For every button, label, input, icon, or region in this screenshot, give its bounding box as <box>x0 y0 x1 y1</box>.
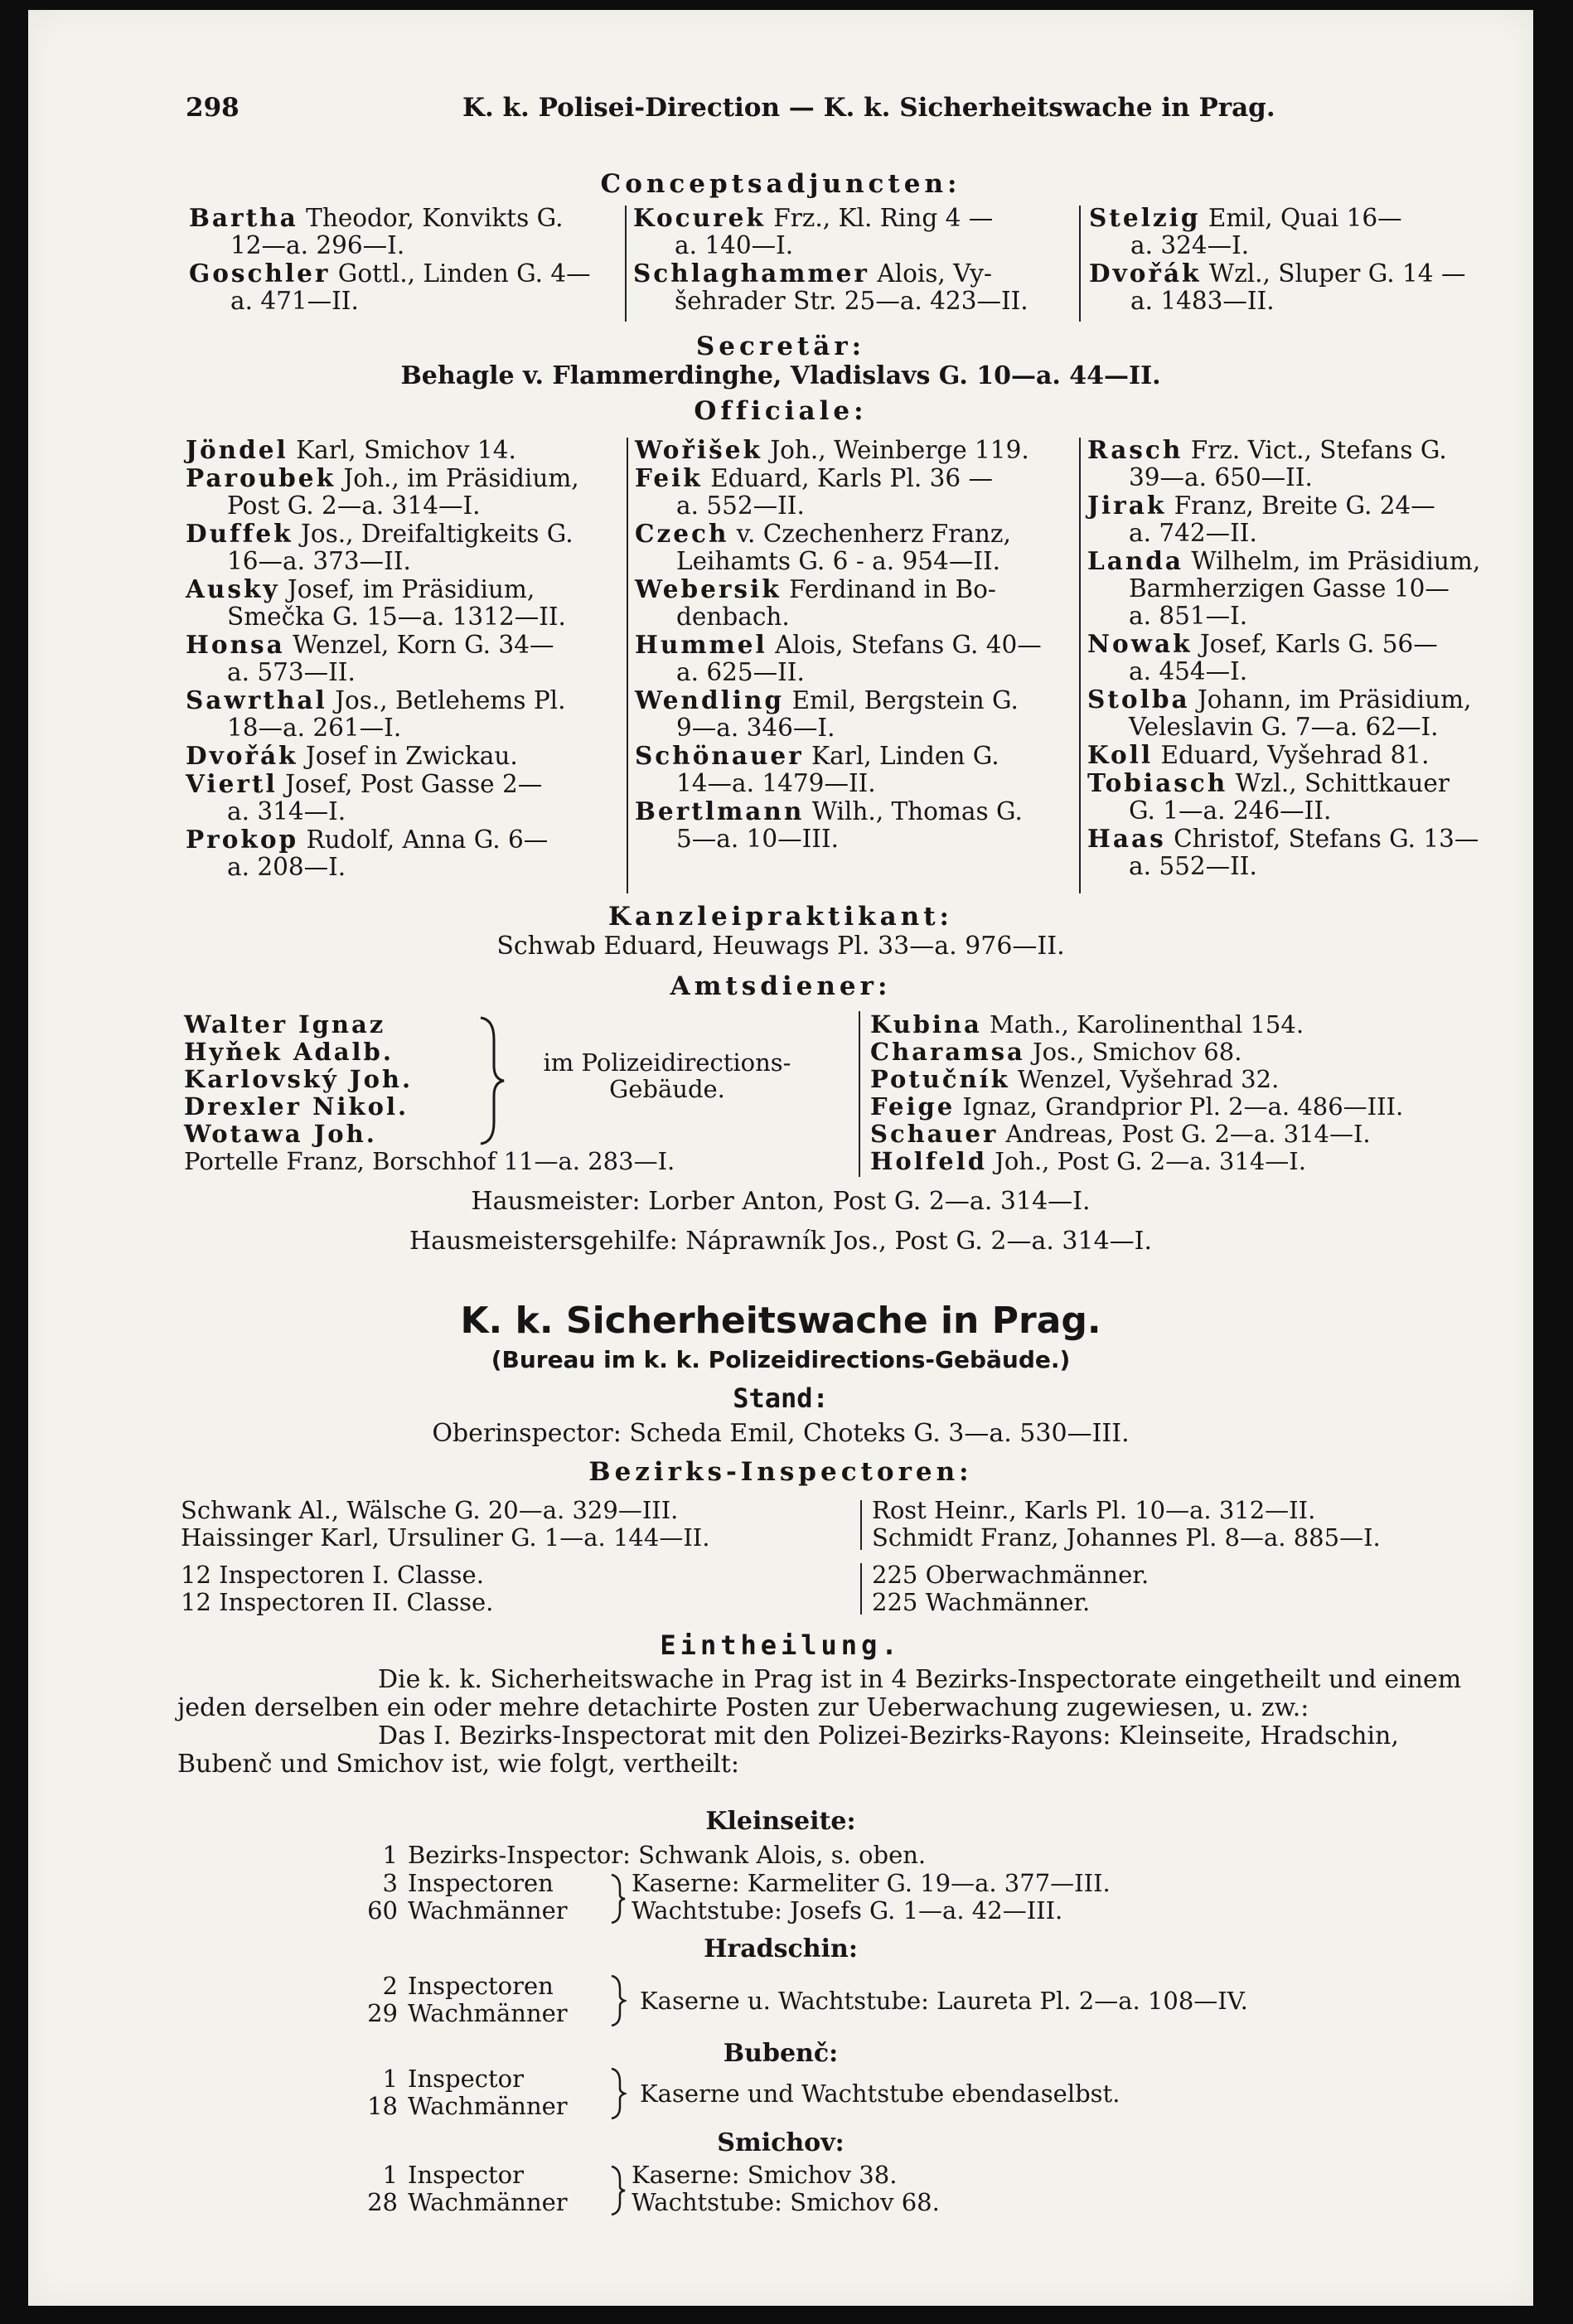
directory-entry <box>1089 259 1537 315</box>
entry-rest: Joh., Post G. 2—a. 314—I. <box>986 1147 1306 1175</box>
directory-entry <box>186 464 633 520</box>
surname: Dvořák <box>186 741 298 770</box>
directory-entry <box>189 259 653 315</box>
entry-rest: Franz, Breite G. 24— <box>1166 491 1435 520</box>
entry-continuation: a. 851—I. <box>1129 602 1248 630</box>
amtsdiener-name: Wotawa Joh. <box>184 1120 377 1148</box>
entry-continuation: denbach. <box>676 603 790 631</box>
directory-entry <box>1087 769 1535 825</box>
entry-continuation: Barmherzigen Gasse 10— <box>1129 574 1450 603</box>
surname: Charamsa <box>870 1038 1025 1066</box>
surname: Feige <box>870 1092 956 1121</box>
column-rule <box>860 1563 862 1615</box>
eintheilung-paragraph <box>177 1666 1537 1779</box>
staff-label: Wachmänner <box>408 2188 568 2216</box>
running-title: K. k. Polisei-Direction — K. k. Sicherheitswache in Prag. <box>462 93 1275 123</box>
entry-continuation: Leihamts G. 6 - a. 954—II. <box>676 547 1001 575</box>
bezirks-inspector: Haissinger Karl, Ursuliner G. 1—a. 144—II. <box>181 1523 710 1552</box>
surname: Rasch <box>1087 435 1183 464</box>
amtsdiener-name: Karlovský Joh. <box>184 1065 414 1093</box>
column-rule <box>1079 206 1081 322</box>
staff-count: 12 Inspectoren II. Classe. <box>181 1588 494 1616</box>
surname: Schauer <box>870 1120 999 1148</box>
entry-rest: Frz. Vict., Stefans G. <box>1183 436 1447 464</box>
entry-line <box>1087 630 1535 658</box>
surname: Haas <box>1087 824 1166 853</box>
entry-continuation: 12—a. 296—I. <box>230 231 405 259</box>
entry-rest: Rudolf, Anna G. 6— <box>298 826 549 854</box>
directory-entry <box>1087 491 1535 547</box>
staff-count: 225 Oberwachmänner. <box>872 1561 1150 1589</box>
directory-entry <box>635 631 1082 686</box>
entry-continuation: 16—a. 373—II. <box>227 547 411 575</box>
surname: Potučník <box>870 1065 1010 1093</box>
column-rule <box>859 1011 860 1177</box>
surname: Wendling <box>635 685 785 714</box>
bezirks-inspector-line: Bezirks-Inspector: Schwank Alois, s. oben. <box>408 1841 927 1869</box>
entry-line <box>870 1093 1403 1121</box>
smichov-locations <box>632 2162 940 2216</box>
smichov-staff <box>343 2162 568 2216</box>
entry-line <box>1087 741 1535 769</box>
staff-label: Inspectoren <box>408 1972 554 2000</box>
directory-entry <box>1087 436 1535 491</box>
directory-entry <box>186 631 633 686</box>
kleinseite-locations <box>632 1870 1111 1925</box>
entry-rest: Math., Karolinenthal 154. <box>981 1010 1304 1039</box>
hausmeistersgehilfe: Hausmeistersgehilfe: Náprawník Jos., Post G. 2—a. 314—I. <box>409 1227 1153 1256</box>
directory-entry <box>633 204 1081 259</box>
entry-rest: Wilhelm, im Präsidium, <box>1183 547 1481 575</box>
surname: Goschler <box>189 259 331 288</box>
surname: Dvořák <box>1089 259 1202 288</box>
directory-entry <box>635 575 1082 631</box>
directory-entry <box>186 826 633 881</box>
bezirks-inspector: Rost Heinr., Karls Pl. 10—a. 312—II. <box>872 1496 1316 1524</box>
count: 1 <box>382 2065 398 2093</box>
entry-rest: Jos., Dreifaltigkeits G. <box>293 520 574 548</box>
entry-line <box>189 204 653 232</box>
entry-continuation: 14—a. 1479—II. <box>676 769 876 797</box>
directory-entry <box>1087 547 1535 630</box>
hradschin-staff <box>343 1973 568 2027</box>
entry-continuation: a. 573—II. <box>227 658 356 686</box>
entry-rest: Emil, Quai 16— <box>1200 204 1402 232</box>
entry-line <box>870 1039 1403 1066</box>
surname: Hummel <box>635 630 767 659</box>
directory-entry <box>635 464 1082 520</box>
directory-entry <box>870 1011 1403 1039</box>
entry-line <box>186 631 633 659</box>
conceptsadjuncten-col-3 <box>1089 204 1537 315</box>
directory-entry <box>870 1066 1403 1093</box>
location: Wachtstube: Smichov 68. <box>632 2188 940 2216</box>
directory-entry <box>1089 204 1537 259</box>
surname: Duffek <box>186 519 293 548</box>
staff-right <box>872 1561 1149 1616</box>
surname: Kocurek <box>633 203 766 232</box>
brace <box>608 2165 627 2216</box>
staff-label: Wachmänner <box>408 2092 568 2120</box>
column-rule <box>1079 438 1081 893</box>
surname: Ausky <box>186 574 280 603</box>
directory-entry <box>186 770 633 826</box>
entry-line <box>870 1011 1403 1039</box>
entry-rest: Johann, im Präsidium, <box>1189 685 1472 714</box>
officiale-col-2 <box>635 436 1082 853</box>
hradschin-location: Kaserne u. Wachtstube: Laureta Pl. 2—a. 108—IV. <box>640 1987 1248 2015</box>
surname: Czech <box>635 519 729 548</box>
surname: Jirak <box>1087 491 1167 520</box>
entry-line <box>1087 825 1535 853</box>
surname: Landa <box>1087 546 1184 575</box>
sicherheitswache-subtitle: (Bureau im k. k. Polizeidirections-Gebäude.) <box>491 1346 1071 1373</box>
entry-line <box>186 742 633 770</box>
brace <box>608 1873 627 1925</box>
entry-line <box>186 686 633 714</box>
surname: Bertlmann <box>635 796 805 826</box>
entry-rest: Josef in Zwickau. <box>298 742 518 770</box>
directory-entry <box>870 1093 1403 1121</box>
entry-line <box>635 464 1082 492</box>
entry-continuation: 18—a. 261—I. <box>227 714 402 742</box>
page-number: 298 <box>186 93 240 123</box>
entry-line <box>1087 436 1535 464</box>
bubenc-heading: Bubenč: <box>723 2039 839 2068</box>
sicherheitswache-title: K. k. Sicherheitswache in Prag. <box>460 1300 1101 1342</box>
surname: Honsa <box>186 630 285 659</box>
surname: Stolba <box>1087 685 1190 714</box>
entry-rest: Joh., im Präsidium, <box>336 464 579 492</box>
directory-entry <box>870 1039 1403 1066</box>
paragraph-line: jeden derselben ein oder mehre detachirte Posten zur Ueberwachung zugewiesen, u. zw.: <box>177 1693 1309 1722</box>
entry-continuation: a. 552—II. <box>1129 852 1257 880</box>
amtsdiener-name: Drexler Nikol. <box>184 1092 409 1121</box>
entry-rest: Jos., Smichov 68. <box>1024 1038 1242 1066</box>
entry-continuation: Veleslavin G. 7—a. 62—I. <box>1129 713 1439 741</box>
directory-entry <box>186 686 633 742</box>
entry-continuation: a. 140—I. <box>675 231 794 259</box>
directory-entry <box>186 575 633 631</box>
entry-continuation: a. 454—I. <box>1129 657 1248 685</box>
entry-rest: Karl, Linden G. <box>803 742 999 770</box>
entry-rest: Ignaz, Grandprior Pl. 2—a. 486—III. <box>955 1092 1404 1121</box>
entry-rest: Josef, im Präsidium, <box>279 575 535 603</box>
stand-heading: Stand: <box>733 1382 829 1414</box>
entry-continuation: 39—a. 650—II. <box>1129 463 1313 491</box>
entry-continuation: a. 1483—II. <box>1130 287 1275 315</box>
bezirks-left <box>181 1497 709 1552</box>
entry-rest: v. Czechenherz Franz, <box>728 520 1011 548</box>
entry-line <box>633 204 1081 232</box>
directory-entry <box>186 520 633 575</box>
staff-label: Wachmänner <box>408 1999 568 2027</box>
entry-rest: Wenzel, Vyšehrad 32. <box>1009 1065 1280 1093</box>
directory-entry <box>186 742 633 770</box>
count: 60 <box>367 1896 398 1925</box>
entry-rest: Eduard, Karls Pl. 36 — <box>702 464 994 492</box>
officiale-heading: Officiale: <box>694 396 868 426</box>
directory-entry <box>1087 685 1535 741</box>
surname: Jöndel <box>186 435 288 464</box>
entry-line <box>635 742 1082 770</box>
entry-continuation: G. 1—a. 246—II. <box>1129 796 1332 825</box>
entry-rest: Emil, Bergstein G. <box>784 686 1019 714</box>
count: 1 <box>382 2161 398 2189</box>
entry-continuation: Smečka G. 15—a. 1312—II. <box>227 603 566 631</box>
surname: Kubina <box>870 1010 982 1039</box>
directory-entry <box>633 259 1081 315</box>
amtsdiener-heading: Amtsdiener: <box>670 971 892 1001</box>
officiale-col-1 <box>186 436 633 881</box>
book-page <box>28 10 1533 2306</box>
staff-label: Inspectoren <box>408 1869 554 1897</box>
bezirks-inspector: Schwank Al., Wälsche G. 20—a. 329—III. <box>181 1496 679 1524</box>
surname: Viertl <box>186 769 278 798</box>
entry-rest: Andreas, Post G. 2—a. 314—I. <box>998 1120 1371 1148</box>
entry-line <box>870 1148 1403 1175</box>
secretaer-heading: Secretär: <box>695 332 866 361</box>
entry-continuation: šehrader Str. 25—a. 423—II. <box>675 287 1028 315</box>
directory-entry <box>1087 825 1535 880</box>
eintheilung-heading: Eintheilung. <box>660 1629 902 1661</box>
directory-entry <box>635 520 1082 575</box>
paragraph-line: Das I. Bezirks-Inspectorat mit den Polizei-Bezirks-Rayons: Kleinseite, Hradschin, <box>378 1721 1399 1750</box>
surname: Sawrthal <box>186 685 327 714</box>
count: 18 <box>367 2092 398 2120</box>
bubenc-staff <box>343 2065 568 2120</box>
surname: Koll <box>1087 740 1154 769</box>
entry-line <box>1089 259 1537 288</box>
surname: Paroubek <box>186 463 336 492</box>
entry-rest: Karl, Smichov 14. <box>288 436 516 464</box>
amtsdiener-right <box>870 1011 1403 1175</box>
surname: Schönauer <box>635 741 804 770</box>
directory-entry <box>1087 741 1535 769</box>
column-rule <box>860 1500 862 1550</box>
surname: Schlaghammer <box>633 259 869 288</box>
column-rule <box>625 206 627 322</box>
entry-line <box>635 686 1082 714</box>
kleinseite-staff <box>343 1870 568 1925</box>
amtsdiener-location-line: im Polizeidirections- <box>543 1048 791 1077</box>
entry-line <box>635 575 1082 603</box>
entry-rest: Jos., Betlehems Pl. <box>327 686 566 714</box>
oberinspector: Oberinspector: Scheda Emil, Choteks G. 3—a. 530—III. <box>432 1419 1130 1448</box>
entry-line <box>186 436 633 464</box>
directory-entry <box>635 742 1082 797</box>
amtsdiener-location-line: Gebäude. <box>609 1075 725 1103</box>
surname: Tobiasch <box>1087 768 1228 797</box>
conceptsadjuncten-col-1 <box>189 204 653 315</box>
entry-line <box>870 1121 1403 1148</box>
brace <box>476 1014 509 1147</box>
entry-line <box>870 1066 1403 1093</box>
surname: Holfeld <box>870 1147 987 1175</box>
staff-label: Inspector <box>408 2065 524 2093</box>
entry-line <box>186 770 633 798</box>
entry-continuation: 9—a. 346—I. <box>676 714 835 742</box>
surname: Stelzig <box>1089 203 1201 232</box>
amtsdiener-name: Walter Ignaz <box>184 1010 386 1039</box>
entry-rest: Wzl., Schittkauer <box>1227 769 1450 797</box>
directory-entry <box>870 1121 1403 1148</box>
surname: Wořišek <box>635 435 762 464</box>
entry-rest: Gottl., Linden G. 4— <box>330 259 591 288</box>
staff-left <box>181 1561 493 1616</box>
directory-entry <box>635 797 1082 853</box>
entry-continuation: a. 208—I. <box>227 853 346 881</box>
entry-continuation: a. 314—I. <box>227 797 346 826</box>
surname: Prokop <box>186 825 299 854</box>
location: Kaserne: Smichov 38. <box>632 2161 898 2189</box>
count: 1 <box>382 1841 398 1869</box>
location: Kaserne: Karmeliter G. 19—a. 377—III. <box>632 1869 1111 1897</box>
bezirks-right <box>872 1497 1381 1552</box>
amtsdiener-name: Portelle Franz, Borschhof 11—a. 283—I. <box>184 1147 675 1175</box>
directory-entry <box>870 1148 1403 1175</box>
column-rule <box>627 438 628 893</box>
entry-continuation: a. 552—II. <box>676 491 805 520</box>
surname: Bartha <box>189 203 298 232</box>
directory-entry <box>189 204 653 259</box>
entry-continuation: a. 471—II. <box>230 287 359 315</box>
entry-line <box>635 797 1082 826</box>
staff-count: 12 Inspectoren I. Classe. <box>181 1561 484 1589</box>
entry-continuation: a. 324—I. <box>1130 231 1250 259</box>
conceptsadjuncten-heading: Conceptsadjuncten: <box>600 169 961 199</box>
brace <box>608 1974 627 2027</box>
entry-line <box>186 575 633 603</box>
entry-rest: Wzl., Sluper G. 14 — <box>1201 259 1466 288</box>
bezirks-inspector: Schmidt Franz, Johannes Pl. 8—a. 885—I. <box>872 1523 1381 1552</box>
kanzlei-entry: Schwab Eduard, Heuwags Pl. 33—a. 976—II. <box>496 932 1065 961</box>
location: Wachtstube: Josefs G. 1—a. 42—III. <box>632 1896 1063 1925</box>
entry-line <box>189 259 653 288</box>
entry-rest: Alois, Vy- <box>869 259 992 288</box>
officiale-col-3 <box>1087 436 1535 880</box>
surname: Webersik <box>635 574 782 603</box>
kleinseite-inspector <box>343 1842 926 1868</box>
paragraph-line: Die k. k. Sicherheitswache in Prag ist in 4 Bezirks-Inspectorate eingetheilt und einem <box>378 1665 1462 1694</box>
bezirks-heading: Bezirks-Inspectoren: <box>588 1457 973 1487</box>
amtsdiener-name: Hyňek Adalb. <box>184 1038 394 1066</box>
entry-continuation: a. 625—II. <box>676 658 805 686</box>
entry-line <box>1087 547 1535 575</box>
directory-entry <box>186 436 633 464</box>
count: 3 <box>382 1869 398 1897</box>
count: 28 <box>367 2188 398 2216</box>
amtsdiener-location <box>506 1049 829 1102</box>
bubenc-location: Kaserne und Wachtstube ebendaselbst. <box>640 2079 1120 2108</box>
entry-line <box>186 464 633 492</box>
secretaer-entry: Behagle v. Flammerdinghe, Vladislavs G. 10—a. 44—II. <box>400 361 1161 390</box>
entry-line <box>1087 491 1535 520</box>
entry-rest: Alois, Stefans G. 40— <box>767 631 1042 659</box>
staff-label: Wachmänner <box>408 1896 568 1925</box>
paragraph-line: Bubenč und Smichov ist, wie folgt, vertheilt: <box>177 1750 739 1779</box>
entry-line <box>1087 769 1535 797</box>
brace <box>608 2067 627 2120</box>
entry-line <box>1087 685 1535 714</box>
kleinseite-heading: Kleinseite: <box>705 1807 856 1836</box>
entry-rest: Joh., Weinberge 119. <box>762 436 1029 464</box>
entry-line <box>186 520 633 548</box>
entry-line <box>633 259 1081 288</box>
directory-entry <box>635 436 1082 464</box>
conceptsadjuncten-col-2 <box>633 204 1081 315</box>
entry-line <box>186 826 633 854</box>
count: 2 <box>382 1972 398 2000</box>
directory-entry <box>635 686 1082 742</box>
entry-line <box>635 631 1082 659</box>
entry-rest: Christof, Stefans G. 13— <box>1165 825 1479 853</box>
entry-rest: Ferdinand in Bo- <box>781 575 996 603</box>
entry-line <box>1089 204 1537 232</box>
kanzlei-heading: Kanzleipraktikant: <box>608 902 953 932</box>
entry-rest: Josef, Post Gasse 2— <box>277 770 543 798</box>
surname: Feik <box>635 463 703 492</box>
entry-rest: Wenzel, Korn G. 34— <box>284 631 554 659</box>
entry-continuation: Post G. 2—a. 314—I. <box>227 491 481 520</box>
entry-continuation: a. 742—II. <box>1129 519 1257 547</box>
surname: Nowak <box>1087 629 1193 658</box>
count: 29 <box>367 1999 398 2027</box>
entry-rest: Theodor, Konvikts G. <box>298 204 564 232</box>
smichov-heading: Smichov: <box>717 2128 845 2157</box>
entry-rest: Josef, Karls G. 56— <box>1192 630 1438 658</box>
staff-label: Inspector <box>408 2161 524 2189</box>
entry-line <box>635 436 1082 464</box>
entry-continuation: 5—a. 10—III. <box>676 825 839 853</box>
directory-entry <box>1087 630 1535 685</box>
entry-rest: Eduard, Vyšehrad 81. <box>1153 741 1430 769</box>
entry-line <box>635 520 1082 548</box>
hausmeister: Hausmeister: Lorber Anton, Post G. 2—a. 314—I. <box>471 1187 1091 1216</box>
staff-count: 225 Wachmänner. <box>872 1588 1091 1616</box>
hradschin-heading: Hradschin: <box>704 1934 858 1963</box>
entry-rest: Frz., Kl. Ring 4 — <box>765 204 994 232</box>
entry-rest: Wilh., Thomas G. <box>804 797 1023 826</box>
